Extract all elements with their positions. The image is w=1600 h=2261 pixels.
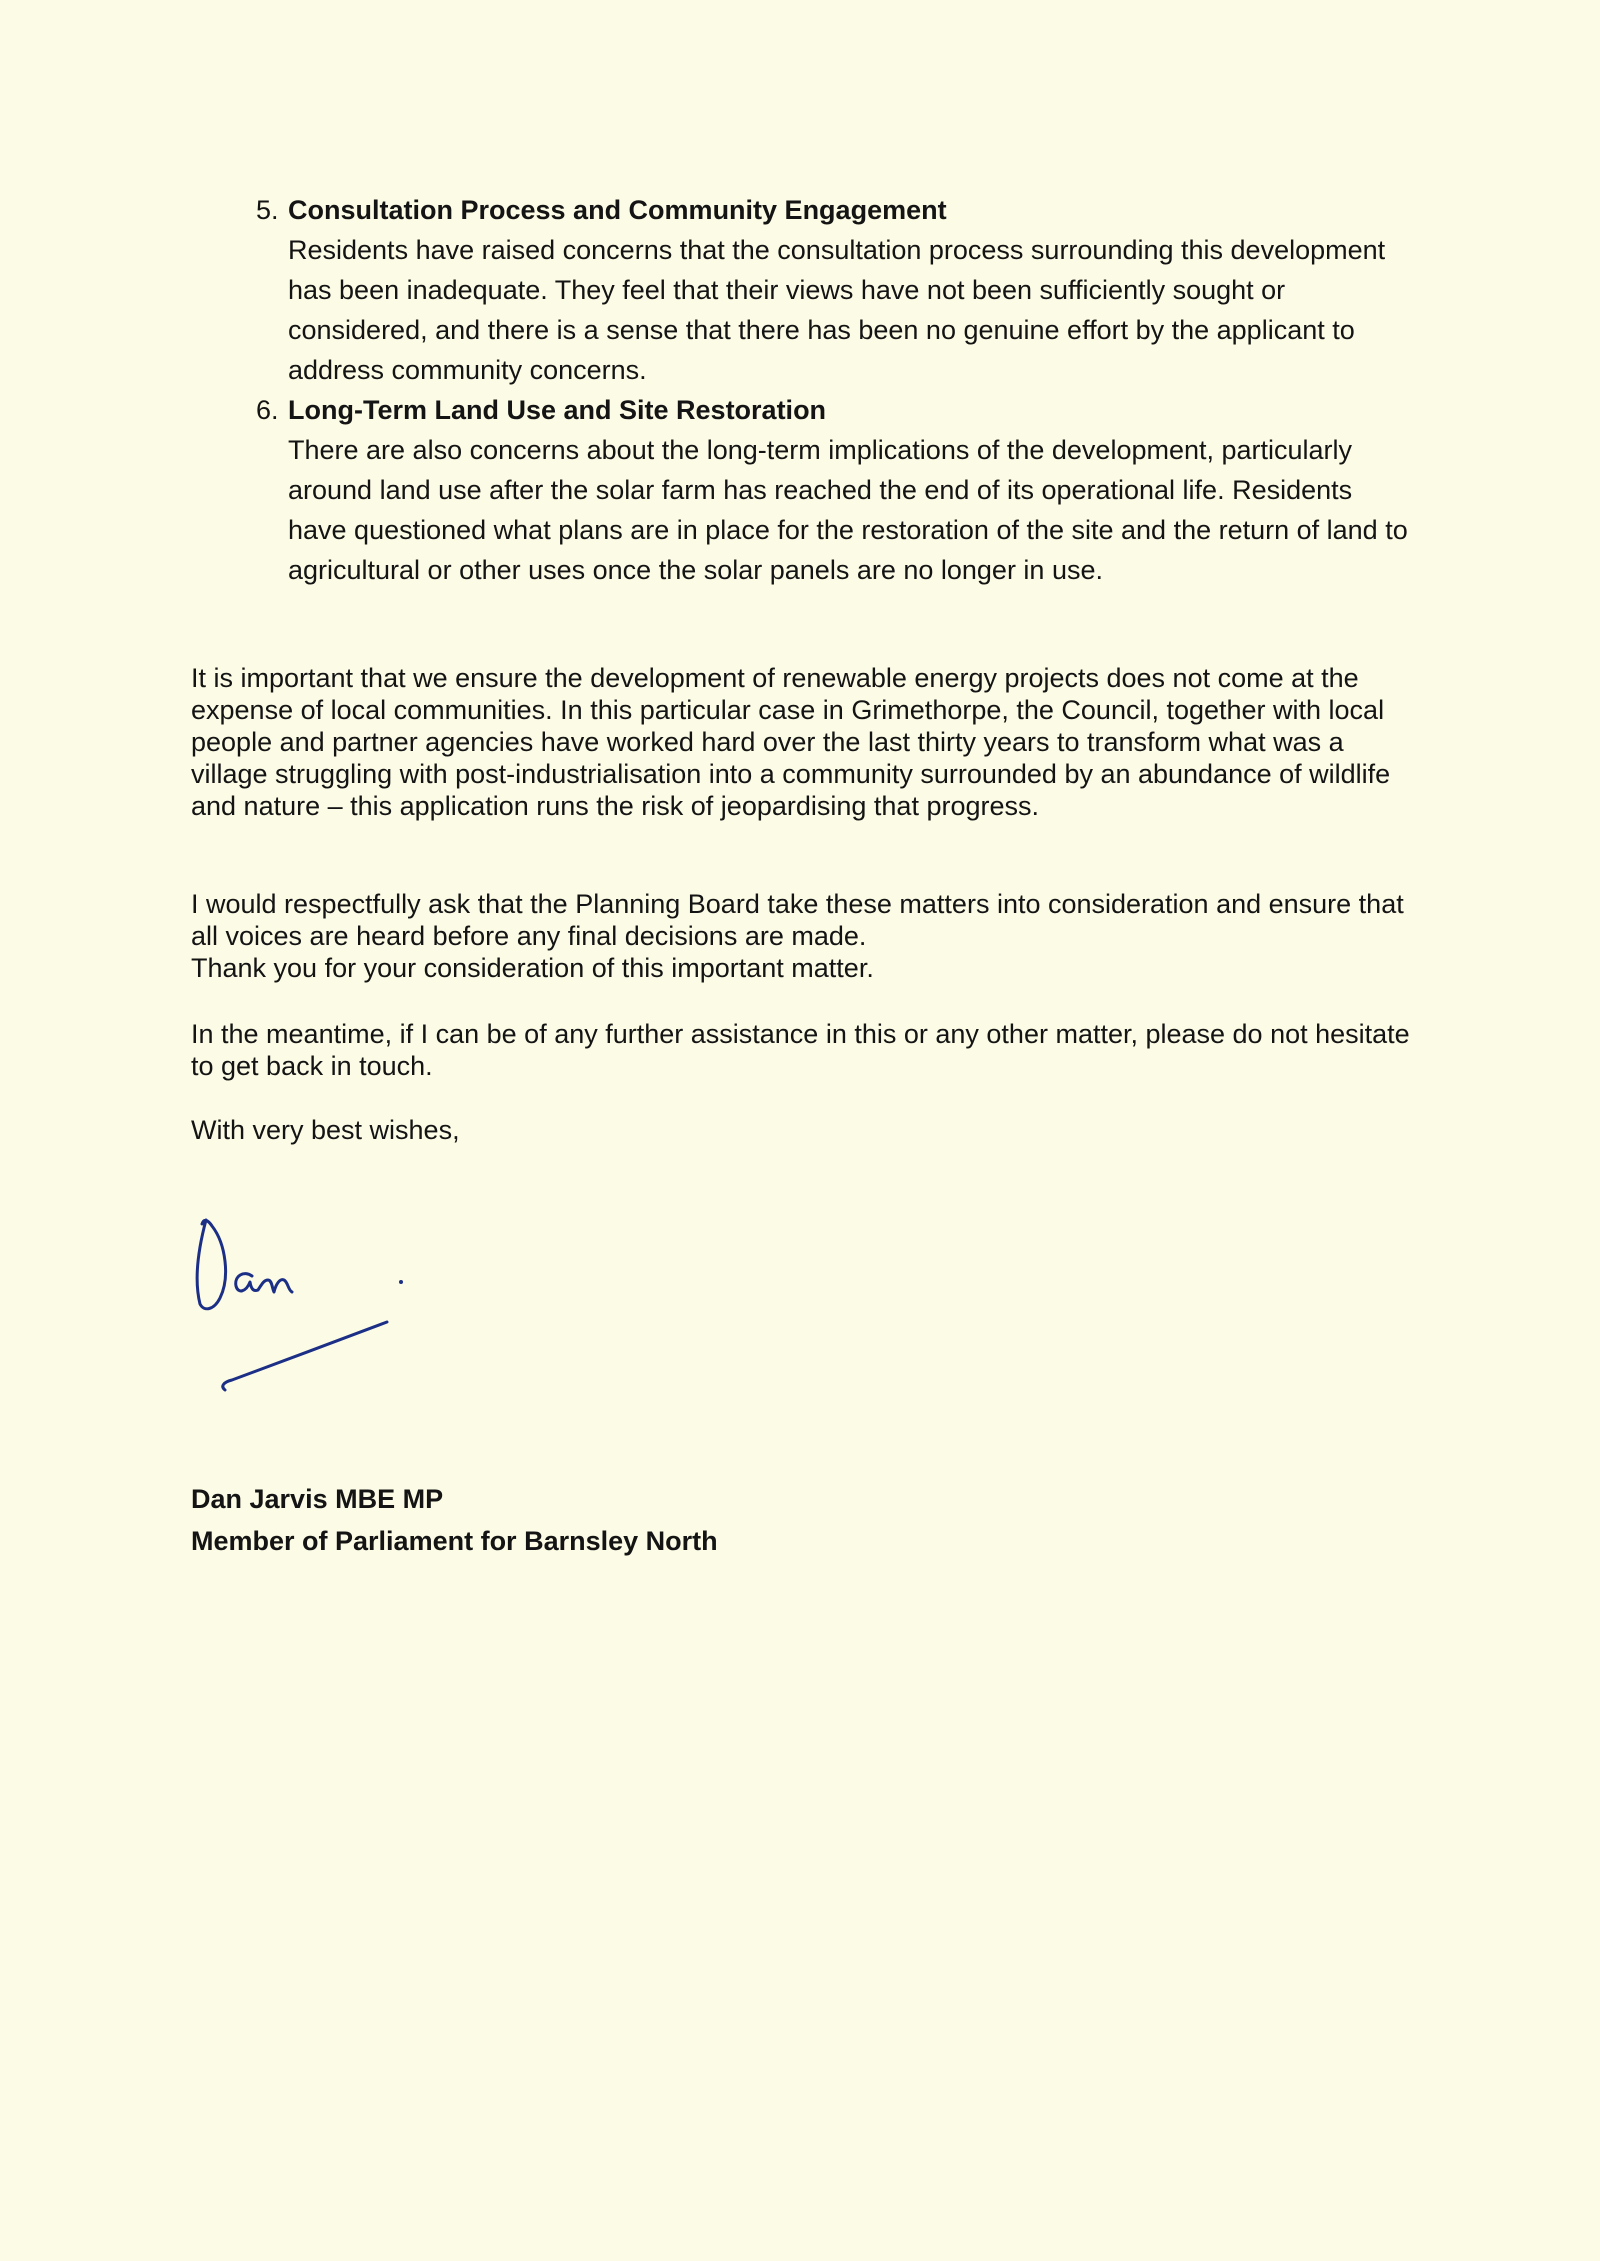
assistance-paragraph: In the meantime, if I can be of any further assistance in this or any other matter, please do not hesitate to get back in touch.: [191, 1019, 1410, 1081]
signatory-name: Dan Jarvis MBE MP: [191, 1484, 444, 1514]
list-item-heading: Consultation Process and Community Engagement: [288, 195, 947, 225]
signatory-title: Member of Parliament for Barnsley North: [191, 1526, 718, 1556]
list-item: [256, 190, 1406, 390]
list-item-body: There are also concerns about the long-term implications of the development, particularly around land use after the solar farm has reached the end of its operational life. Residents have questioned what plans are in place for the restoration of the site and the return of land to agricultural or other uses once the solar panels are no longer in use.: [288, 435, 1408, 585]
list-item: [256, 390, 1406, 590]
closing-line: With very best wishes,: [191, 1115, 460, 1145]
sign-off-block: [191, 1478, 718, 1562]
list-item-body: Residents have raised concerns that the consultation process surrounding this development has been inadequate. They feel that their views have not been sufficiently sought or considered, and there is a sense that there has been no genuine effort by the applicant to address community concerns.: [288, 235, 1386, 385]
importance-paragraph: It is important that we ensure the development of renewable energy projects does not come at the expense of local communities. In this particular case in Grimethorpe, the Council, together with local people and partner agencies have worked hard over the last thirty years to transform what was a village struggling with post-industrialisation into a community surrounded by an abundance of wildlife and nature – this application runs the risk of jeopardising that progress.: [191, 663, 1391, 821]
list-number: 6.: [256, 395, 279, 425]
thanks-line: Thank you for your consideration of this important matter.: [191, 953, 874, 983]
list-item-heading: Long-Term Land Use and Site Restoration: [288, 395, 827, 425]
request-paragraph: I would respectfully ask that the Planning Board take these matters into consideration and ensure that all voices are heard before any final decisions are made.: [191, 889, 1404, 951]
handwritten-signature: [180, 1200, 410, 1410]
list-number: 5.: [256, 195, 279, 225]
concerns-list: [256, 190, 1406, 590]
